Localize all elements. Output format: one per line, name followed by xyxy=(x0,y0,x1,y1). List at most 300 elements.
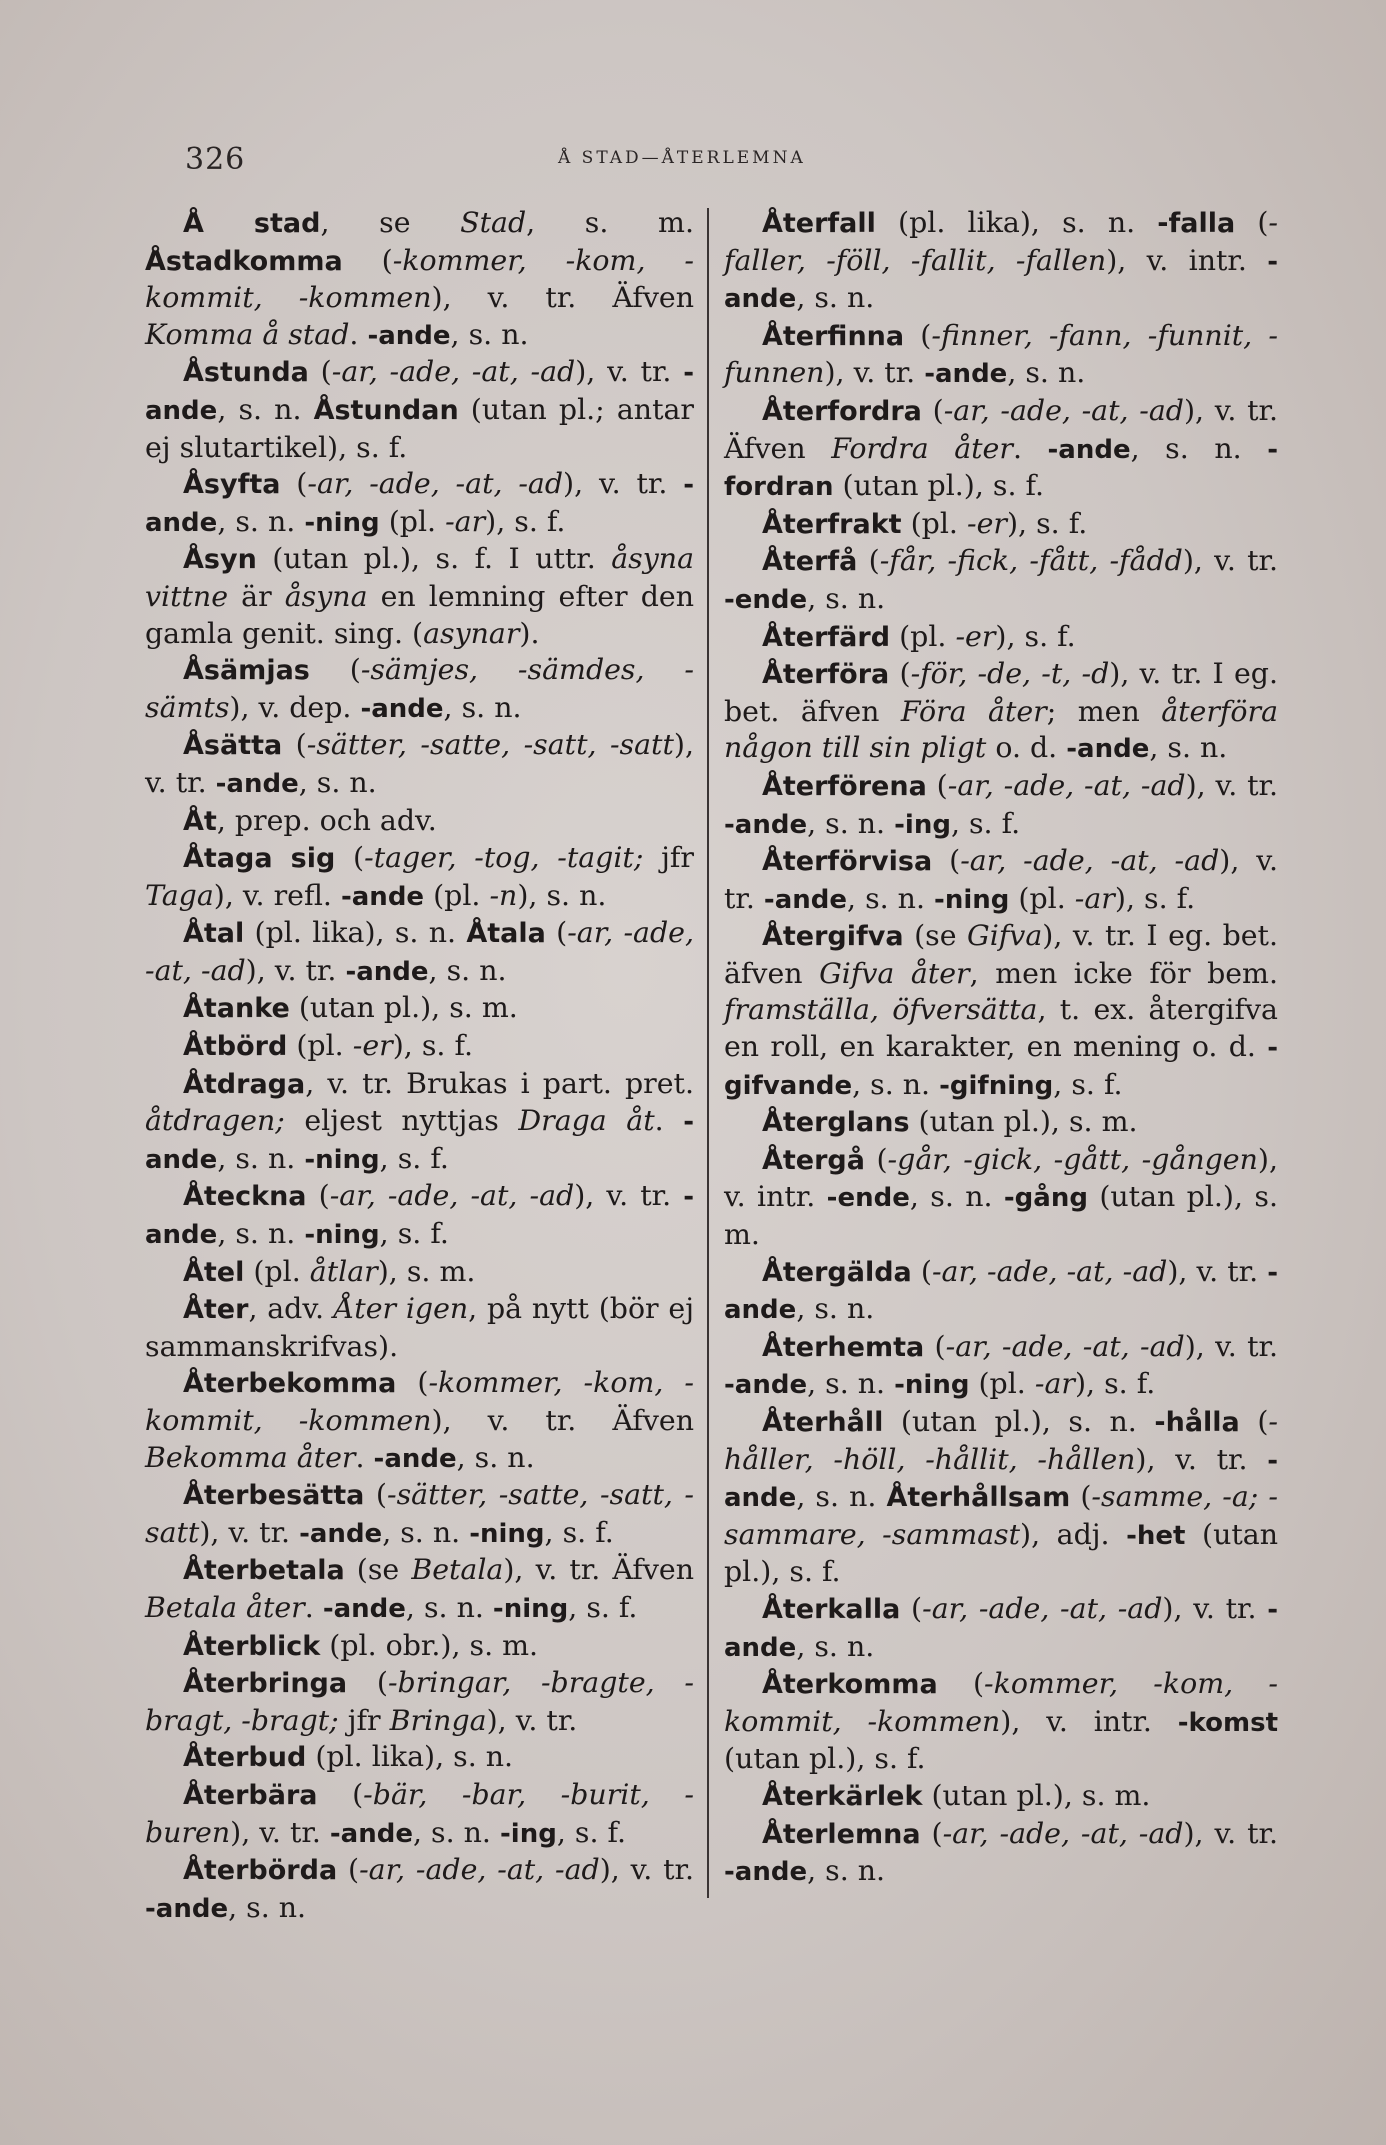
entry-text: ), v. tr. xyxy=(1184,1329,1278,1363)
column-divider xyxy=(707,208,709,1898)
headword: Återhållsam xyxy=(886,1482,1071,1514)
form-suffix: -ande xyxy=(724,1445,1278,1514)
entry-text: (utan pl.), s. f. xyxy=(724,1742,926,1776)
entry-text: , s. f. xyxy=(544,1515,614,1549)
entry-text: eljest nyttjas xyxy=(284,1104,519,1138)
italic-text: Gifva xyxy=(967,919,1043,953)
form-suffix: -ning xyxy=(304,1220,380,1251)
entry-text: (pl. lika), s. n. xyxy=(306,1740,514,1774)
form-suffix: -ande xyxy=(345,956,429,987)
entry-text: ), v. tr. xyxy=(230,1815,330,1849)
headword: Åsämjas xyxy=(183,655,310,687)
italic-text: åsyna xyxy=(284,579,368,613)
entry-text: (pl. xyxy=(890,619,956,653)
entry-text: ), v. refl. xyxy=(213,878,341,912)
entry-text: ( xyxy=(904,318,932,352)
entry-text: ( xyxy=(335,841,365,875)
entry-text: ), v. tr. xyxy=(724,844,1278,915)
dictionary-entry xyxy=(145,466,694,541)
form-suffix: -ning xyxy=(304,1144,380,1175)
italic-text: -ar, -ade, -at, -ad xyxy=(329,1179,575,1213)
entry-text: , s. n. xyxy=(807,581,886,615)
entry-text: ), v. tr. xyxy=(1135,1442,1268,1476)
form-suffix: -ande xyxy=(215,768,299,799)
italic-text: -sätter, -satte, -satt, -satt xyxy=(145,1478,694,1549)
dictionary-entry xyxy=(724,1816,1278,1891)
headword: Återkomma xyxy=(762,1669,938,1701)
dictionary-entry xyxy=(724,918,1278,1104)
form-suffix: -ande xyxy=(763,884,848,915)
entry-text: , s. n. xyxy=(1130,431,1268,465)
entry-text: ( xyxy=(396,1366,429,1400)
entry-text: , t. ex. återgifva en roll, en karakter, en mening o. d. xyxy=(724,993,1278,1064)
entry-text: ), s. f. xyxy=(1074,1367,1156,1401)
page-number: 326 xyxy=(185,142,246,177)
dictionary-entry xyxy=(145,1365,694,1477)
entry-text: , s. n. xyxy=(1007,356,1086,390)
italic-text: Bekomma åter xyxy=(145,1440,356,1474)
entry-text: ), v. tr. xyxy=(1167,1254,1268,1288)
entry-text: ), v. tr. xyxy=(599,1853,694,1887)
entry-text: , s. n. xyxy=(443,690,522,724)
entry-text: ( xyxy=(337,1853,360,1887)
italic-text: Gifva åter xyxy=(819,956,970,990)
headword: Åt xyxy=(183,805,217,837)
headword: Återfå xyxy=(762,546,858,578)
italic-text: Bringa xyxy=(389,1703,487,1737)
dictionary-entry xyxy=(145,727,694,802)
italic-text: -bringar, -bragte, -bragt, -bragt; xyxy=(145,1666,694,1737)
italic-text: -går, -gick, -gått, -gången xyxy=(887,1142,1258,1176)
entry-text: ( xyxy=(926,768,948,802)
italic-text: Betala xyxy=(411,1553,504,1587)
dictionary-entry xyxy=(145,1739,694,1777)
italic-text: åtdragen; xyxy=(145,1104,285,1138)
headword: Å stad xyxy=(183,208,321,239)
entry-text: . xyxy=(654,1104,684,1138)
entry-text: ( xyxy=(900,1591,923,1625)
italic-text: Draga åt xyxy=(518,1104,655,1138)
entry-text: , s. n. xyxy=(909,1180,1004,1214)
italic-text: -faller, -föll, -fallit, -fallen xyxy=(724,206,1278,277)
entry-text: ), v. tr. xyxy=(575,355,684,389)
headword: Åtel xyxy=(183,1256,245,1288)
italic-text: -ar, -ade, -at, -ad xyxy=(945,1329,1185,1363)
headword: Åtbörd xyxy=(183,1031,288,1063)
dictionary-entry xyxy=(145,1852,694,1927)
form-suffix: -ande xyxy=(340,881,425,912)
italic-text: -ar xyxy=(1034,1367,1075,1401)
entry-text: , s. n. xyxy=(217,1141,305,1175)
form-suffix: -ing xyxy=(894,809,951,840)
entry-text: , s. f. xyxy=(379,1217,449,1251)
entry-text: . xyxy=(355,1440,374,1474)
entry-text: ), s. f. xyxy=(485,504,566,538)
headword: Återhemta xyxy=(762,1331,925,1363)
entry-text: ( xyxy=(364,1478,387,1512)
headword: Återglans xyxy=(762,1107,910,1139)
entry-text: ), v. tr. xyxy=(574,1179,684,1213)
entry-text: (se xyxy=(344,1553,412,1587)
entry-text: , s. n. xyxy=(450,317,529,351)
entry-text: ), s. f. xyxy=(1006,506,1088,540)
form-suffix: -ande xyxy=(724,1257,1278,1326)
entry-text: ( xyxy=(342,243,393,277)
dictionary-entry xyxy=(724,506,1278,544)
headword: -falla xyxy=(1157,208,1236,239)
headword: Återfordra xyxy=(762,395,922,427)
entry-text: , s. n. xyxy=(796,1292,875,1326)
entry-text: ), v. tr. xyxy=(1185,768,1278,802)
entry-text: , s. n. xyxy=(412,1815,500,1849)
entry-text: ( xyxy=(282,728,307,762)
headword: Återkärlek xyxy=(762,1780,923,1812)
entry-text: ), v. intr. xyxy=(724,1142,1278,1214)
entry-text: , men icke för bem. xyxy=(969,956,1278,990)
entry-text: ), v. intr. xyxy=(1000,1704,1178,1738)
italic-text: -ar, -ade, -at, -ad xyxy=(947,768,1186,802)
italic-text: Komma å stad xyxy=(145,317,350,351)
entry-text: , v. tr. Brukas i part. pret. xyxy=(305,1066,694,1100)
entry-text: ), v. tr. xyxy=(245,953,346,987)
form-suffix: -ande xyxy=(322,1593,406,1624)
left-column xyxy=(145,205,694,1927)
dictionary-entry xyxy=(724,768,1278,843)
dictionary-entry xyxy=(145,652,694,727)
dictionary-entry xyxy=(145,354,694,466)
entry-text: ), v. tr. Äfven xyxy=(431,1404,695,1437)
italic-text: -tager, -tog, -tagit; xyxy=(364,841,644,875)
headword: Åstadkomma xyxy=(145,245,343,277)
entry-text: ( xyxy=(1235,206,1269,239)
dictionary-entry xyxy=(724,1404,1278,1591)
entry-text: ( xyxy=(1070,1480,1092,1514)
entry-text: (pl. lika), s. n. xyxy=(244,916,467,950)
entry-text: ( xyxy=(911,1254,932,1288)
dictionary-entry xyxy=(145,1777,694,1852)
entry-text: ), s. m. xyxy=(377,1254,476,1288)
form-suffix: -gifvande xyxy=(724,1033,1278,1101)
entry-text: (utan pl.; antar ej slutartikel), s. f. xyxy=(145,392,694,464)
form-suffix: -ande xyxy=(724,246,1278,315)
form-suffix: -ande xyxy=(724,809,808,840)
dictionary-entry xyxy=(145,990,694,1028)
entry-text: ( xyxy=(1239,1405,1269,1438)
entry-text: (se xyxy=(903,919,968,953)
entry-text: (utan pl.), s. f. I uttr. xyxy=(256,542,612,576)
entry-text: jfr xyxy=(643,841,694,875)
italic-text: -ar, -ade, -at, -ad xyxy=(145,916,694,987)
dictionary-entry xyxy=(145,541,694,652)
form-suffix: -ning xyxy=(304,507,380,538)
italic-text: -er xyxy=(955,619,996,653)
entry-text: ( xyxy=(857,544,880,578)
dictionary-entry xyxy=(724,543,1278,618)
entry-text: ( xyxy=(937,1667,985,1701)
italic-text: -er xyxy=(352,1029,393,1063)
form-suffix: -ande xyxy=(145,1893,229,1924)
entry-text: ( xyxy=(545,916,568,950)
headword: Återförena xyxy=(762,770,927,802)
entry-text: ( xyxy=(924,1329,946,1363)
entry-text: (utan pl.), s. f. xyxy=(724,1517,1278,1589)
headword: Återföra xyxy=(762,659,890,691)
entry-text: , s. n. xyxy=(852,1067,940,1101)
italic-text: -ar xyxy=(445,504,486,538)
headword: Återbetala xyxy=(183,1555,345,1587)
headword: Återlemna xyxy=(762,1818,921,1850)
dictionary-entry xyxy=(145,803,694,841)
headword: Återbringa xyxy=(183,1668,348,1700)
entry-text: är xyxy=(228,579,285,613)
entry-text: . xyxy=(1012,431,1048,465)
form-suffix: -ande xyxy=(145,1182,694,1251)
entry-text: , på nytt (bör ej sammanskrifvas). xyxy=(145,1292,694,1363)
entry-text: ( xyxy=(309,653,361,687)
italic-text: -ar, -ade, -at, -ad xyxy=(331,355,576,389)
headword: Åter xyxy=(183,1294,249,1326)
entry-text: ( xyxy=(920,1816,943,1850)
headword: Återgifva xyxy=(762,921,904,953)
italic-text: åsyna vittne xyxy=(145,542,694,613)
entry-text: ), v. intr. xyxy=(1106,243,1268,277)
headword: Återgälda xyxy=(762,1256,912,1288)
entry-text: , s. f. xyxy=(379,1141,449,1175)
dictionary-entry xyxy=(145,840,694,915)
entry-text: ). xyxy=(519,616,540,650)
entry-text: ( xyxy=(932,844,961,878)
italic-text: -ar, -ade, -at, -ad xyxy=(943,393,1184,427)
headword: Åtanke xyxy=(183,993,290,1025)
form-suffix: -gifning xyxy=(939,1070,1054,1101)
italic-text: -ar, -ade, -at, -ad xyxy=(942,1816,1184,1850)
form-suffix: -ande xyxy=(360,693,444,724)
headword: Återfall xyxy=(762,208,876,239)
form-suffix: -ende xyxy=(826,1183,910,1214)
entry-text: (pl. lika), s. n. xyxy=(875,206,1158,239)
entry-text: ), v. tr. xyxy=(1183,1816,1278,1850)
headword: Åsyfta xyxy=(183,469,281,501)
entry-text: , s. n. xyxy=(796,1480,887,1514)
italic-text: -ar xyxy=(1074,881,1115,915)
italic-text: asynar xyxy=(423,616,520,650)
form-suffix: -ning xyxy=(469,1518,545,1549)
dictionary-entry xyxy=(145,1254,694,1292)
entry-text: (utan pl.), s. f. xyxy=(833,469,1045,503)
entry-text: ( xyxy=(921,393,944,427)
dictionary-entry xyxy=(145,205,694,354)
entry-text: (utan pl.), s. m. xyxy=(922,1778,1151,1812)
form-suffix: -ande xyxy=(1066,734,1150,765)
entry-text: , s. n. xyxy=(1149,731,1228,765)
headword: Återbud xyxy=(183,1742,307,1774)
headword: Återbära xyxy=(183,1779,318,1811)
form-suffix: -ande xyxy=(724,1370,808,1401)
dictionary-entry xyxy=(145,1665,694,1739)
dictionary-entry xyxy=(145,1066,694,1179)
entry-text: (pl. xyxy=(244,1254,310,1288)
italic-text: -finner, -fann, -funnit, -funnen xyxy=(724,318,1278,390)
headword: Åtala xyxy=(466,918,546,950)
entry-text: (pl. xyxy=(379,504,446,538)
headword: Åtal xyxy=(183,918,245,950)
entry-text: . xyxy=(349,317,368,351)
entry-text: , s. n. xyxy=(807,1854,886,1888)
dictionary-entry xyxy=(724,1591,1278,1666)
headword: Återgå xyxy=(762,1144,865,1176)
entry-text: (pl. xyxy=(424,878,490,912)
form-suffix: -ande xyxy=(145,470,694,538)
form-suffix: -ning xyxy=(934,884,1010,915)
dictionary-entry xyxy=(724,843,1278,918)
headword: Återfrakt xyxy=(762,508,902,540)
entry-text: , s. n. xyxy=(796,1629,875,1663)
dictionary-entry xyxy=(724,1104,1278,1142)
dictionary-entry xyxy=(145,1477,694,1552)
entry-text: ( xyxy=(308,355,332,389)
entry-text: ), v. tr. xyxy=(824,356,925,390)
entry-text: , prep. och adv. xyxy=(216,803,437,837)
dictionary-entry xyxy=(145,1028,694,1066)
form-suffix: -ande xyxy=(329,1818,413,1849)
entry-text: o. d. xyxy=(986,731,1067,765)
entry-text: , s. f. xyxy=(1053,1067,1123,1101)
entry-text: ), s. n. xyxy=(517,878,607,912)
entry-text: ( xyxy=(347,1666,388,1700)
italic-text: -kommer, -kom, -kommit, -kommen xyxy=(145,243,694,315)
entry-text: ), s. f. xyxy=(1114,881,1196,915)
entry-text: jfr xyxy=(338,1703,390,1737)
italic-text: återföra någon till sin pligt xyxy=(724,694,1278,765)
entry-text: ), adj. xyxy=(1020,1517,1127,1551)
form-suffix: -het xyxy=(1126,1520,1186,1551)
entry-text: , s. n. xyxy=(796,281,875,315)
entry-text: ), v. tr. Äfven xyxy=(724,393,1279,465)
headword: Återkalla xyxy=(762,1593,901,1625)
dictionary-entry xyxy=(724,318,1278,393)
entry-text: . xyxy=(304,1590,323,1624)
italic-text: -er xyxy=(966,506,1007,540)
form-suffix: -fordran xyxy=(724,434,1278,503)
running-head: Å STAD—ÅTERLEMNA xyxy=(558,148,806,168)
italic-text: Stad xyxy=(460,206,527,239)
entry-text: ), v. tr. xyxy=(1162,1591,1268,1625)
italic-text: -sätter, -satte, -satt, -satt xyxy=(306,728,674,762)
italic-text: -håller, -höll, -hållit, -hållen xyxy=(724,1405,1278,1476)
entry-text: , s. n. xyxy=(217,1217,305,1251)
entry-text: ), v. tr. xyxy=(199,1515,300,1549)
entry-text: en lemning efter den gamla genit. sing. ( xyxy=(145,579,694,650)
italic-text: -ar, -ade, -at, -ad xyxy=(922,1591,1163,1625)
form-suffix: -komst xyxy=(1177,1707,1278,1738)
italic-text: -ar, -ade, -at, -ad xyxy=(359,1853,600,1887)
entry-text: ( xyxy=(280,467,308,501)
form-suffix: -ning xyxy=(492,1593,569,1624)
form-suffix: -gång xyxy=(1003,1183,1088,1214)
headword: Återblick xyxy=(183,1630,321,1662)
headword: Åstundan xyxy=(313,394,459,426)
italic-text: -samme, -a; -sammare, -sammast xyxy=(724,1480,1278,1551)
italic-text: Fordra åter xyxy=(831,431,1013,465)
italic-text: Taga xyxy=(145,878,214,912)
entry-text: (utan pl.), s. n. xyxy=(883,1405,1155,1438)
entry-text: ), v. tr. xyxy=(486,1703,578,1737)
form-suffix: -ing xyxy=(500,1818,557,1849)
entry-text: , s. n. xyxy=(847,881,935,915)
entry-text: , s. n. xyxy=(217,392,314,426)
dictionary-entry xyxy=(724,393,1278,506)
entry-text: ), v. tr. xyxy=(145,728,694,799)
headword: Åstunda xyxy=(183,357,309,389)
entry-text: ), v. tr. I eg. bet. äfven xyxy=(724,919,1278,990)
dictionary-entry xyxy=(724,619,1278,657)
entry-text: , s. n. xyxy=(456,1440,535,1474)
entry-text: ), s. f. xyxy=(392,1029,473,1063)
form-suffix: -ande xyxy=(373,1443,457,1474)
entry-text: , s. n. xyxy=(382,1515,470,1549)
form-suffix: -ende xyxy=(724,584,808,615)
italic-text: -sämjes, -sämdes, -sämts xyxy=(145,653,694,724)
italic-text: -kommer, -kom, -kommit, -kommen xyxy=(724,1667,1278,1738)
entry-text: , s. n. xyxy=(228,1890,307,1924)
headword: Återfärd xyxy=(762,621,891,653)
dictionary-entry xyxy=(724,1329,1278,1404)
entry-text: (utan pl.), s. m. xyxy=(909,1105,1138,1139)
form-suffix: -ande xyxy=(724,1594,1278,1663)
entry-text: , s. f. xyxy=(568,1590,638,1624)
italic-text: åtlar xyxy=(309,1254,378,1288)
form-suffix: -ande xyxy=(145,358,695,426)
entry-text: ( xyxy=(317,1777,364,1811)
headword: Återfinna xyxy=(762,320,905,352)
entry-text: ; men xyxy=(1046,694,1162,728)
italic-text: -ar, -ade, -at, -ad xyxy=(931,1254,1168,1288)
entry-text: , s. f. xyxy=(556,1815,627,1849)
italic-text: -ar, -ade, -at, -ad xyxy=(960,844,1220,878)
dictionary-entry xyxy=(724,205,1278,318)
dictionary-entry xyxy=(724,1666,1278,1778)
form-suffix: -ande xyxy=(299,1518,383,1549)
form-suffix: -ande xyxy=(924,359,1008,390)
dictionary-entry xyxy=(145,1291,694,1365)
entry-text: , s. n. xyxy=(807,1367,895,1401)
headword: Återförvisa xyxy=(762,846,933,878)
dictionary-entry xyxy=(724,1778,1278,1816)
entry-text: (pl. xyxy=(1009,881,1075,915)
entry-text: ), v. tr. I eg. bet. äfven xyxy=(724,657,1278,728)
entry-text: , s. n. xyxy=(217,504,305,538)
headword: Återbörda xyxy=(183,1855,338,1887)
entry-text: ( xyxy=(306,1179,330,1213)
entry-text: , se xyxy=(320,206,461,239)
italic-text: Åter igen xyxy=(333,1292,469,1326)
entry-text: (utan pl.), s. m. xyxy=(289,991,518,1025)
headword: Åsätta xyxy=(183,730,283,762)
entry-text: (pl. xyxy=(901,506,967,540)
headword: Åtaga sig xyxy=(183,843,336,875)
dictionary-entry xyxy=(724,1142,1278,1254)
italic-text: -får, -fick, -fått, -fådd xyxy=(879,544,1183,578)
entry-text: , s. m. xyxy=(526,206,694,239)
italic-text: Föra åter xyxy=(900,694,1047,728)
form-suffix: -ande xyxy=(367,320,451,351)
entry-text: ), v. tr. Äfven xyxy=(503,1553,695,1587)
entry-text: (pl. obr.), s. m. xyxy=(320,1628,539,1662)
italic-text: -n xyxy=(489,878,518,912)
entry-text: ), v. tr. xyxy=(1182,544,1278,578)
entry-text: , s. f. xyxy=(950,806,1021,840)
entry-text: (pl. xyxy=(969,1367,1035,1401)
